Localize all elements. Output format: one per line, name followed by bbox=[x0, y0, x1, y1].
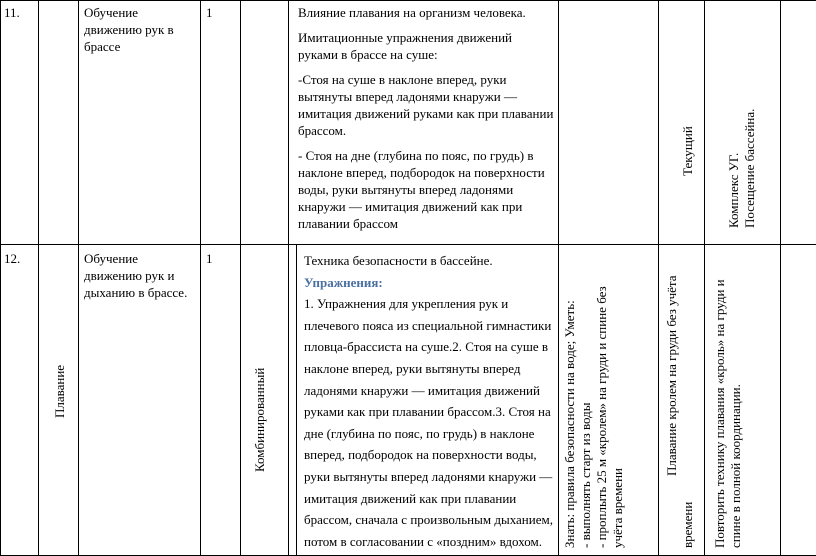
row11-content-line: Имитационные упражнения движений руками в брассе на суше: bbox=[298, 30, 513, 62]
row12-requirements-4: учёта времени bbox=[610, 468, 625, 548]
row11-content-line: - Стоя на дне (глубина по пояс, по грудь) в наклоне вперед, подбородок на поверхности воды, руки вытянуты вперед ладонями кнаружи — имитация движений как при плавании брассом bbox=[298, 148, 545, 231]
col-divider-9 bbox=[780, 0, 781, 556]
col-divider-8 bbox=[704, 0, 705, 556]
row12-number: 12. bbox=[4, 251, 21, 266]
col-divider-2 bbox=[78, 0, 79, 556]
row12-homework-2: спине в полной координации. bbox=[728, 384, 743, 548]
row11-content-line: Влияние плавания на организм человека. bbox=[298, 5, 526, 20]
col-divider-6 bbox=[558, 0, 559, 556]
row12-content-label: Упражнения: bbox=[304, 274, 383, 290]
row12-requirements-2: - выполнять старт из воды bbox=[578, 402, 593, 548]
col-divider-5b bbox=[296, 244, 297, 556]
col-divider-5 bbox=[288, 0, 289, 556]
row12-requirements-1: Знать: правила безопасности на воде; Уметь: bbox=[562, 300, 577, 548]
row12-topic: Обучение движению рук и дыханию в брассе. bbox=[84, 251, 188, 300]
row12-content bbox=[304, 250, 554, 552]
row11-content bbox=[298, 4, 554, 240]
col-border-left bbox=[0, 0, 1, 556]
row11-number: 11. bbox=[4, 5, 20, 20]
col-divider-4 bbox=[240, 0, 241, 556]
row12-content-title: Техника безопасности в бассейне. bbox=[304, 253, 493, 268]
row12-content-body: 1. Упражнения для укрепления рук и плечевого пояса из специальной гимнастики пловца-брассиста на суше.2. Стоя на суше в наклоне вперед, руки вытянуты вперед ладонями кнаружи — имитация движений руками как при плавании брассом.3. Стоя на дне (глубина по пояс, по грудь) в наклоне вперед, подбородок на поверхности воды, руки вытянуты вперед ладонями кнаружи — имитация движений как при плавании брассом, сначала с произвольным дыханием, потом в согласовании с «поздним» вдохом. bbox=[304, 296, 553, 549]
row11-hours: 1 bbox=[206, 5, 213, 20]
row12-control-2: времени bbox=[680, 501, 695, 548]
col-divider-7 bbox=[658, 0, 659, 556]
row-divider bbox=[0, 244, 816, 245]
row11-content-line: -Стоя на суше в наклоне вперед, руки вытянуты вперед ладонями кнаружи — имитация движений руками как при плавании брассом. bbox=[298, 72, 554, 138]
col-divider-1 bbox=[38, 0, 39, 556]
row12-control-1: Плавание кролем на груди без учёта bbox=[664, 275, 679, 476]
row12-section: Плавание bbox=[52, 364, 67, 418]
col-divider-3 bbox=[200, 0, 201, 556]
row12-lesson-type: Комбинированный bbox=[252, 367, 267, 472]
row12-requirements-3: - проплыть 25 м «кролем» на груди и спине без bbox=[594, 286, 609, 548]
row11-homework-line1: Комплекс УГ. bbox=[726, 152, 741, 228]
row11-topic: Обучение движению рук в брассе bbox=[84, 5, 174, 54]
row12-homework-1: Повторить технику плавания «кроль» на груди и bbox=[712, 279, 727, 548]
row11-control: Текущий bbox=[680, 126, 695, 176]
table-border-top bbox=[0, 0, 816, 1]
row12-hours: 1 bbox=[206, 251, 213, 266]
row11-homework-line2: Посещение бассейна. bbox=[742, 108, 757, 228]
